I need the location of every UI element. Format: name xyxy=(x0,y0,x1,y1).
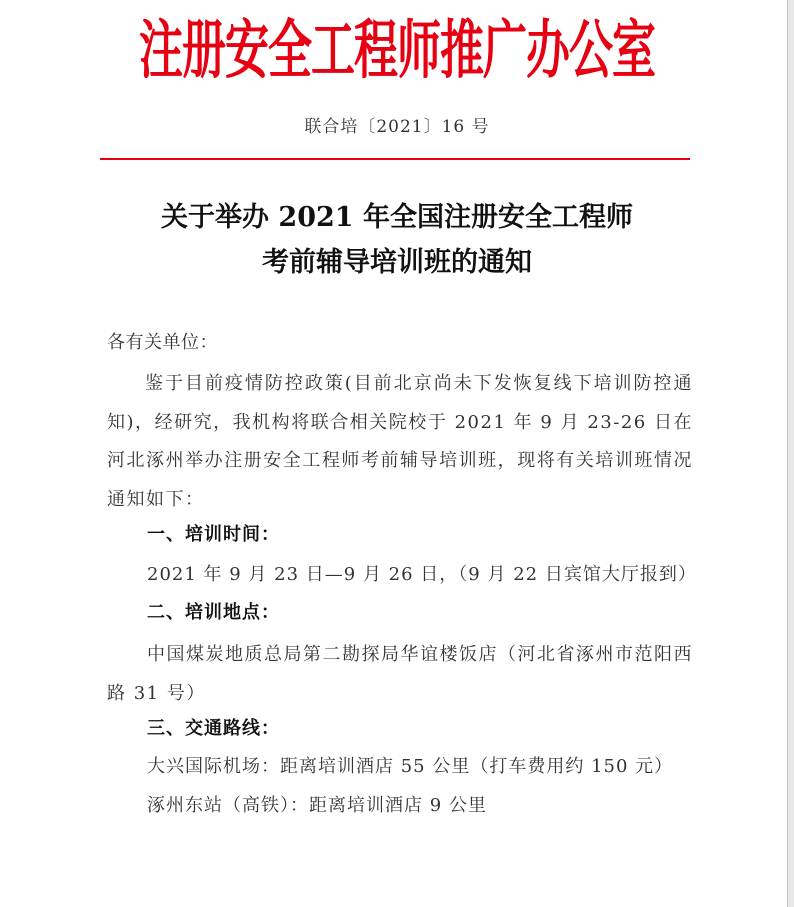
title-line-2: 考前辅导培训班的通知 xyxy=(262,247,532,278)
section-heading-time: 一、培训时间： xyxy=(147,524,280,545)
section-heading-venue: 二、培训地点： xyxy=(147,602,280,623)
route-train-station: 涿州东站（高铁）：距离培训酒店 9 公里 xyxy=(147,795,487,816)
salutation: 各有关单位： xyxy=(107,332,218,353)
document-number: 联合培〔2021〕16 号 xyxy=(304,117,490,137)
title-line-1: 关于举办 2021 年全国注册安全工程师 xyxy=(161,202,633,233)
training-venue-text: 中国煤炭地质总局第二勘探局华谊楼饭店（河北省涿州市范阳西路 31 号） xyxy=(107,644,693,704)
intro-paragraph: 鉴于目前疫情防控政策(目前北京尚未下发恢复线下培训防控通知)，经研究，我机构将联合相关院校于 2021 年 9 月 23-26 日在河北涿州举办注册安全工程师考前辅导培训班，现将有关培训班情况通知如下： xyxy=(107,373,693,510)
section-heading-transport: 三、交通路线： xyxy=(147,718,280,739)
route-airport: 大兴国际机场：距离培训酒店 55 公里（打车费用约 150 元） xyxy=(147,756,674,777)
training-time-text: 2021 年 9 月 23 日—9 月 26 日，（9 月 22 日宾馆大厅报到） xyxy=(147,564,697,585)
org-header: 注册安全工程师推广办公室 xyxy=(139,14,655,88)
red-divider xyxy=(100,158,690,160)
